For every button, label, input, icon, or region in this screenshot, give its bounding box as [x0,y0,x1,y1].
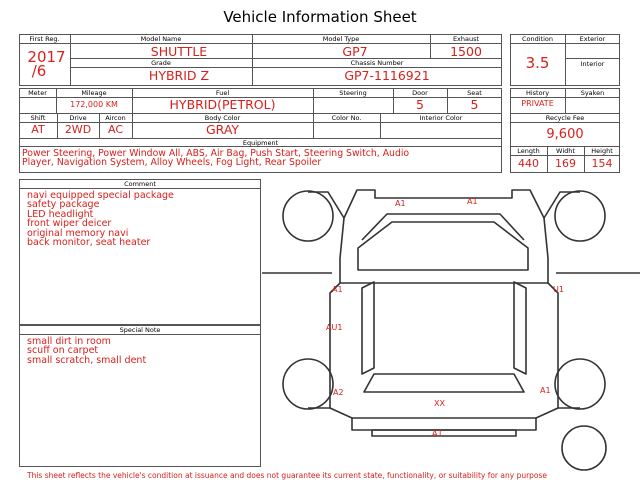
drive-label: Drive [69,114,87,122]
damage-mark: A1 [467,197,478,206]
recycle-fee: 9,600 [546,127,584,142]
comment-label: Comment [124,180,156,188]
aircon-label: Aircon [105,114,126,122]
damage-mark: A2 [333,388,344,397]
interior-color-label: Interior Color [419,114,463,122]
sheet-title: Vehicle Information Sheet [223,8,417,26]
height-label: Height [591,147,613,155]
damage-mark: XX [434,399,445,408]
damage-mark: A1 [432,429,443,438]
shift: AT [31,123,45,136]
condition-grade: 3.5 [525,54,550,72]
first-reg-label: First Reg. [29,35,60,43]
rear-window-outline [364,374,524,392]
shift-label: Shift [30,114,46,122]
equipment-label: Equipment [242,139,279,147]
model-type: GP7 [342,44,368,59]
exterior-label: Exterior [579,35,606,43]
damage-mark: A1 [332,285,343,294]
chassis-number-label: Chassis Number [350,59,404,67]
length-label: Length [517,147,540,155]
car-damage-diagram [262,178,640,472]
comment-line: front wiper deicer [27,218,112,230]
history-label: History [525,89,550,97]
height: 154 [591,157,613,170]
equipment-line-2: Player, Navigation System, Alloy Wheels, Fog Light, Rear Spoiler [22,157,322,168]
grade: HYBRID Z [148,68,210,83]
spare-wheel [562,426,606,470]
mileage: 172,000 KM [70,100,118,109]
wheel-rear-left [283,359,333,409]
seat-label: Seat [467,89,482,97]
width: 169 [555,157,576,170]
model-name: SHUTTLE [150,44,208,59]
chassis-number: GP7-1116921 [344,68,430,83]
right-side-outline [536,283,558,418]
left-side-outline [330,283,352,418]
damage-mark: A1 [540,386,551,395]
exhaust-label: Exhaust [452,35,480,43]
first-reg-year: 2017 [27,48,66,66]
comment-line: back monitor, seat heater [27,237,151,249]
comment-line: navi equipped special package [27,190,174,201]
color-no-label: Color No. [331,114,362,122]
exhaust: 1500 [450,44,482,59]
body-color-label: Body Color [204,114,241,122]
special-note-line: scuff on carpet [27,345,99,357]
damage-mark: U1 [553,285,564,294]
disclaimer-footer: This sheet reflects the vehicle's condition at issuance and does not guarantee its current state, functionality, or suitability for any purpose [27,471,548,480]
equipment-line-1: Power Steering, Power Window All, ABS, Air Bag, Push Start, Steering Switch, Audio [22,148,410,159]
comment-list [27,191,174,247]
steering-label: Steering [339,89,367,97]
recycle-fee-label: Recycle Fee [545,114,585,122]
comment-line: LED headlight [27,208,94,220]
damage-mark: A1 [395,199,406,208]
length: 440 [518,157,539,170]
wheel-rear-right [555,359,605,409]
special-note-list [27,337,146,365]
comment-line: safety package [27,199,100,211]
comment-line: original memory navi [27,227,129,239]
model-type-label: Model Type [322,35,360,43]
fuel-label: Fuel [215,89,230,97]
aircon: AC [107,123,123,136]
seat: 5 [470,97,479,112]
drive: 2WD [64,123,92,136]
special-note-line: small scratch, small dent [27,354,147,366]
wheel-front-left [283,191,333,241]
history: PRIVATE [521,99,554,108]
syaken-label: Syaken [580,89,605,97]
roof-outline [340,190,548,283]
meter-label: Meter [28,89,47,97]
damage-mark: AU1 [326,323,343,332]
windshield-outline [358,222,528,270]
first-reg-month: /6 [31,62,47,80]
fuel: HYBRID(PETROL) [169,97,276,112]
door: 5 [416,97,424,112]
special-note-line: small dirt in room [27,336,111,347]
bumper-outline [372,430,516,436]
condition-label: Condition [521,35,554,43]
model-name-label: Model Name [140,35,182,43]
body-color: GRAY [205,122,240,137]
special-note-label: Special Note [119,326,161,334]
mileage-label: Mileage [81,89,107,97]
door-label: Door [412,89,428,97]
width-label: Widht [556,147,575,155]
interior-label: Interior [580,60,605,68]
wheel-front-right [555,191,605,241]
grade-label: Grade [151,59,171,67]
